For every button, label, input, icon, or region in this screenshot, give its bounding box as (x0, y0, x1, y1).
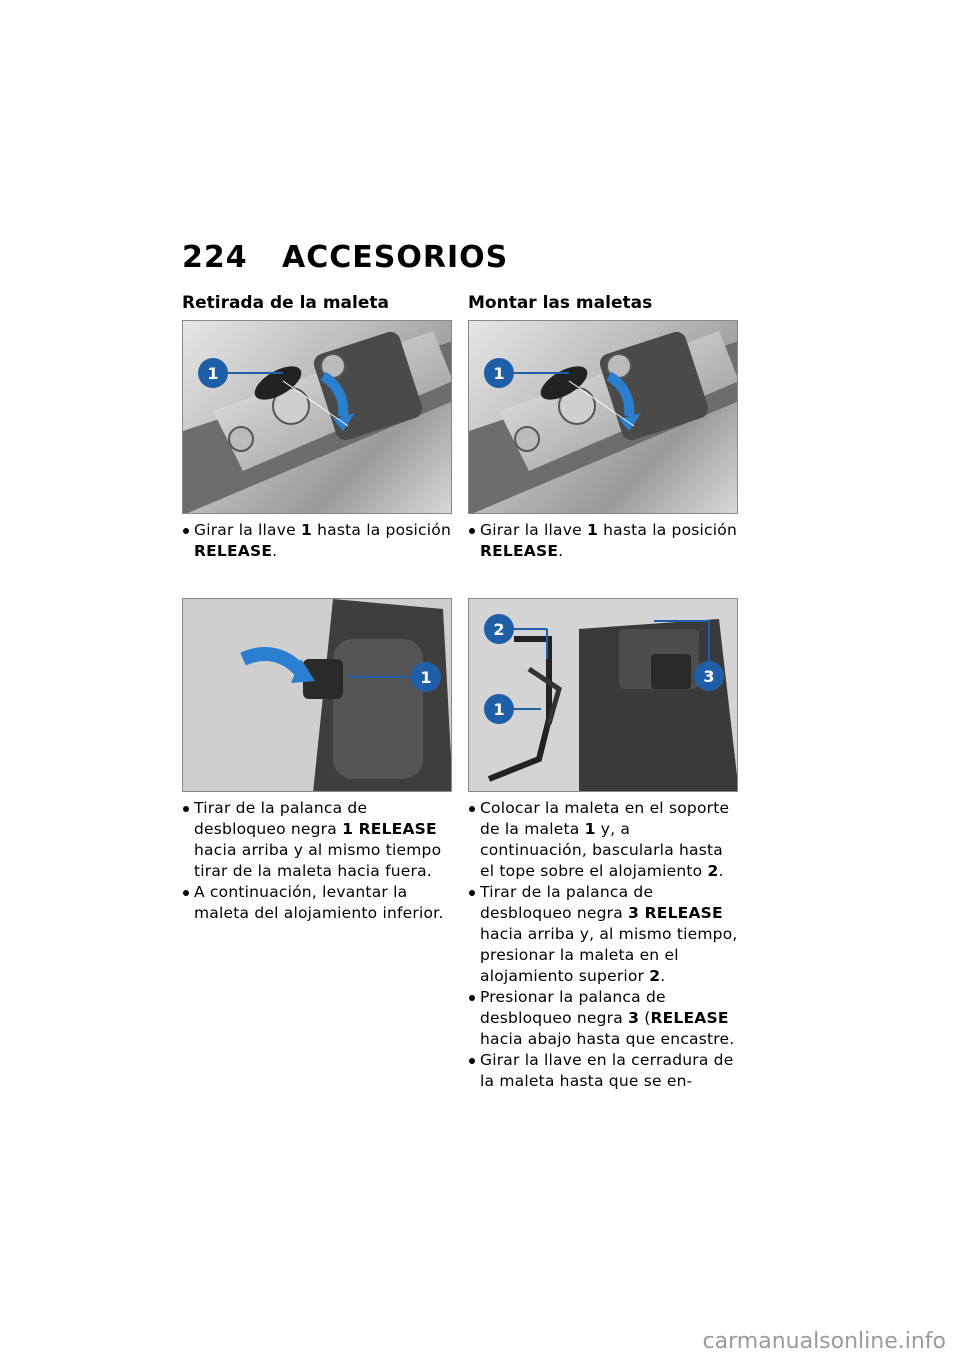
step-item: Girar la llave en la cerradura de la maleta hasta que se en- (468, 1050, 738, 1092)
step-item: Tirar de la palanca de desbloqueo negra 1 RELEASE hacia arriba y al mismo tiempo tirar de la maleta hacia fuera. (182, 798, 452, 882)
watermark: carmanualsonline.info (702, 1329, 946, 1354)
steps-list-mounting-2 (468, 798, 738, 1092)
step-item: Girar la llave 1 hasta la posición RELEASE. (468, 520, 738, 562)
figure-key-lock-mounting (468, 320, 738, 514)
callout-1: 1 (493, 364, 505, 383)
key-lock-illustration (469, 321, 738, 514)
steps-list-mounting-1 (468, 520, 738, 562)
case-mounting-illustration (469, 599, 738, 792)
right-column (468, 292, 738, 1092)
release-lever-illustration (183, 599, 452, 792)
step-item: Tirar de la palanca de desbloqueo negra 3 RELEASE hacia arriba y, al mismo tiempo, presionar la maleta en el alojamiento superior 2. (468, 882, 738, 987)
steps-list-removal-2 (182, 798, 452, 924)
page-header (182, 240, 508, 275)
page-number: 224 (182, 240, 248, 275)
callout-1: 1 (493, 700, 505, 719)
chapter-title: ACCESORIOS (282, 240, 509, 275)
figure-key-lock-removal (182, 320, 452, 514)
callout-2: 2 (493, 620, 505, 639)
section-title-mounting: Montar las maletas (468, 293, 653, 313)
step-item: Colocar la maleta en el soporte de la maleta 1 y, a continuación, bascularla hasta el tope sobre el alojamiento 2. (468, 798, 738, 882)
figure-case-mounting (468, 598, 738, 792)
figure-release-lever (182, 598, 452, 792)
left-column (182, 292, 452, 924)
section-title-removal: Retirada de la maleta (182, 293, 389, 313)
step-item: A continuación, levantar la maleta del alojamiento inferior. (182, 882, 452, 924)
steps-list-removal-1 (182, 520, 452, 562)
key-lock-illustration (183, 321, 452, 514)
step-item: Girar la llave 1 hasta la posición RELEASE. (182, 520, 452, 562)
callout-1: 1 (420, 668, 432, 687)
step-item: Presionar la palanca de desbloqueo negra 3 (RELEASE hacia abajo hasta que encastre. (468, 987, 738, 1050)
callout-3: 3 (703, 667, 715, 686)
callout-1: 1 (207, 364, 219, 383)
